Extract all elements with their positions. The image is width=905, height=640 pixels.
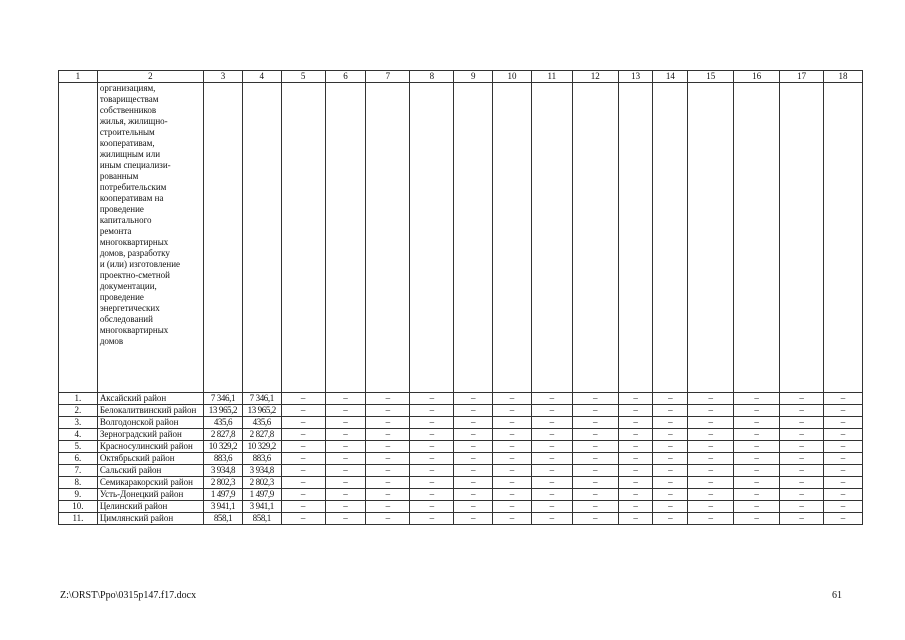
empty-cell	[688, 83, 734, 393]
dash-cell: –	[531, 513, 572, 525]
dash-cell: –	[410, 465, 454, 477]
dash-cell: –	[410, 489, 454, 501]
description-line: иным специализи-	[99, 160, 171, 170]
dash-cell: –	[410, 405, 454, 417]
column-header: 4	[242, 71, 281, 83]
dash-cell: –	[454, 405, 493, 417]
row-number: 3.	[59, 417, 98, 429]
dash-cell: –	[653, 513, 688, 525]
table-row	[59, 441, 863, 453]
empty-cell	[780, 83, 824, 393]
dash-cell: –	[572, 417, 618, 429]
dash-cell: –	[281, 429, 325, 441]
value-col4: 435,6	[242, 417, 281, 429]
dash-cell: –	[493, 489, 532, 501]
empty-cell	[242, 83, 281, 393]
dash-cell: –	[454, 453, 493, 465]
dash-cell: –	[653, 417, 688, 429]
dash-cell: –	[824, 429, 863, 441]
dash-cell: –	[366, 429, 410, 441]
value-col4: 3 941,1	[242, 501, 281, 513]
row-number: 10.	[59, 501, 98, 513]
dash-cell: –	[618, 405, 653, 417]
district-name: Зерноградский район	[97, 429, 203, 441]
value-col4: 1 497,9	[242, 489, 281, 501]
description-line: капитального	[99, 215, 152, 225]
description-line: ремонта	[99, 226, 132, 236]
row-number: 4.	[59, 429, 98, 441]
dash-cell: –	[653, 393, 688, 405]
dash-cell: –	[688, 501, 734, 513]
district-name: Октябрьский район	[97, 453, 203, 465]
value-col4: 7 346,1	[242, 393, 281, 405]
dash-cell: –	[281, 513, 325, 525]
value-col3: 2 802,3	[204, 477, 243, 489]
row-number: 5.	[59, 441, 98, 453]
value-col3: 883,6	[204, 453, 243, 465]
dash-cell: –	[410, 417, 454, 429]
dash-cell: –	[366, 513, 410, 525]
district-name: Сальский район	[97, 465, 203, 477]
dash-cell: –	[325, 489, 366, 501]
dash-cell: –	[366, 465, 410, 477]
dash-cell: –	[493, 501, 532, 513]
empty-cell	[366, 83, 410, 393]
dash-cell: –	[493, 465, 532, 477]
dash-cell: –	[653, 441, 688, 453]
description-line: многоквартирных	[99, 325, 169, 335]
dash-cell: –	[493, 477, 532, 489]
dash-cell: –	[734, 477, 780, 489]
value-col3: 435,6	[204, 417, 243, 429]
dash-cell: –	[454, 501, 493, 513]
dash-cell: –	[325, 429, 366, 441]
dash-cell: –	[572, 393, 618, 405]
dash-cell: –	[325, 441, 366, 453]
page-number: 61	[832, 590, 842, 601]
empty-cell	[824, 83, 863, 393]
dash-cell: –	[824, 477, 863, 489]
dash-cell: –	[572, 405, 618, 417]
description-cell	[97, 83, 203, 393]
dash-cell: –	[281, 453, 325, 465]
dash-cell: –	[618, 441, 653, 453]
column-header: 11	[531, 71, 572, 83]
dash-cell: –	[824, 393, 863, 405]
description-line: жилищным или	[99, 149, 161, 159]
value-col4: 13 965,2	[242, 405, 281, 417]
dash-cell: –	[688, 429, 734, 441]
dash-cell: –	[493, 405, 532, 417]
dash-cell: –	[454, 417, 493, 429]
dash-cell: –	[454, 465, 493, 477]
dash-cell: –	[780, 513, 824, 525]
dash-cell: –	[780, 465, 824, 477]
dash-cell: –	[531, 441, 572, 453]
description-line: организациям,	[99, 83, 156, 93]
dash-cell: –	[493, 513, 532, 525]
empty-cell	[204, 83, 243, 393]
row-number: 7.	[59, 465, 98, 477]
column-number-row	[59, 71, 863, 83]
dash-cell: –	[281, 405, 325, 417]
description-line: потребительским	[99, 182, 167, 192]
table-row	[59, 501, 863, 513]
dash-cell: –	[325, 465, 366, 477]
district-name: Целинский район	[97, 501, 203, 513]
column-header: 16	[734, 71, 780, 83]
row-number: 6.	[59, 453, 98, 465]
value-col4: 3 934,8	[242, 465, 281, 477]
budget-table	[58, 70, 863, 525]
empty-cell	[454, 83, 493, 393]
dash-cell: –	[531, 453, 572, 465]
dash-cell: –	[454, 393, 493, 405]
column-header: 6	[325, 71, 366, 83]
table-body	[59, 71, 863, 525]
dash-cell: –	[366, 441, 410, 453]
description-line: документации,	[99, 281, 157, 291]
dash-cell: –	[653, 465, 688, 477]
dash-cell: –	[531, 477, 572, 489]
dash-cell: –	[454, 513, 493, 525]
column-header: 7	[366, 71, 410, 83]
dash-cell: –	[653, 453, 688, 465]
empty-cell	[618, 83, 653, 393]
dash-cell: –	[618, 501, 653, 513]
dash-cell: –	[824, 465, 863, 477]
description-line: товариществам	[99, 94, 159, 104]
dash-cell: –	[493, 453, 532, 465]
row-number: 9.	[59, 489, 98, 501]
value-col4: 858,1	[242, 513, 281, 525]
description-line: проектно-сметной	[99, 270, 170, 280]
dash-cell: –	[493, 393, 532, 405]
dash-cell: –	[531, 501, 572, 513]
dash-cell: –	[734, 417, 780, 429]
dash-cell: –	[531, 393, 572, 405]
district-name: Красносулинский район	[97, 441, 203, 453]
description-line: жилья, жилищно-	[99, 116, 168, 126]
dash-cell: –	[688, 477, 734, 489]
table-row	[59, 453, 863, 465]
description-line: проведение	[99, 292, 144, 302]
dash-cell: –	[824, 501, 863, 513]
column-header: 5	[281, 71, 325, 83]
description-line: домов	[99, 336, 124, 346]
table-row	[59, 477, 863, 489]
table-row	[59, 429, 863, 441]
dash-cell: –	[734, 501, 780, 513]
dash-cell: –	[325, 417, 366, 429]
dash-cell: –	[688, 405, 734, 417]
description-line: обследований	[99, 314, 153, 324]
dash-cell: –	[824, 417, 863, 429]
dash-cell: –	[618, 489, 653, 501]
district-name: Волгодонской район	[97, 417, 203, 429]
dash-cell: –	[281, 501, 325, 513]
district-name: Усть-Донецкий район	[97, 489, 203, 501]
dash-cell: –	[734, 441, 780, 453]
table-row	[59, 465, 863, 477]
district-name: Белокалитвинский район	[97, 405, 203, 417]
value-col3: 10 329,2	[204, 441, 243, 453]
dash-cell: –	[618, 453, 653, 465]
value-col4: 10 329,2	[242, 441, 281, 453]
dash-cell: –	[780, 489, 824, 501]
value-col3: 3 934,8	[204, 465, 243, 477]
district-name: Аксайский район	[97, 393, 203, 405]
dash-cell: –	[493, 429, 532, 441]
dash-cell: –	[281, 477, 325, 489]
column-header: 14	[653, 71, 688, 83]
dash-cell: –	[780, 441, 824, 453]
dash-cell: –	[688, 417, 734, 429]
dash-cell: –	[410, 453, 454, 465]
value-col4: 883,6	[242, 453, 281, 465]
description-line: проведение	[99, 204, 144, 214]
dash-cell: –	[688, 393, 734, 405]
column-header: 10	[493, 71, 532, 83]
value-col3: 1 497,9	[204, 489, 243, 501]
dash-cell: –	[780, 501, 824, 513]
dash-cell: –	[618, 513, 653, 525]
dash-cell: –	[410, 501, 454, 513]
dash-cell: –	[325, 405, 366, 417]
column-header: 18	[824, 71, 863, 83]
dash-cell: –	[780, 393, 824, 405]
dash-cell: –	[824, 489, 863, 501]
dash-cell: –	[780, 429, 824, 441]
dash-cell: –	[824, 513, 863, 525]
description-line: многоквартирных	[99, 237, 169, 247]
dash-cell: –	[531, 429, 572, 441]
dash-cell: –	[454, 441, 493, 453]
row-number: 2.	[59, 405, 98, 417]
dash-cell: –	[688, 489, 734, 501]
district-name: Семикаракорский район	[97, 477, 203, 489]
dash-cell: –	[531, 465, 572, 477]
dash-cell: –	[325, 453, 366, 465]
dash-cell: –	[572, 513, 618, 525]
empty-cell	[653, 83, 688, 393]
row-number: 11.	[59, 513, 98, 525]
dash-cell: –	[531, 405, 572, 417]
dash-cell: –	[734, 465, 780, 477]
dash-cell: –	[572, 441, 618, 453]
dash-cell: –	[618, 417, 653, 429]
empty-cell	[281, 83, 325, 393]
dash-cell: –	[454, 489, 493, 501]
dash-cell: –	[572, 429, 618, 441]
dash-cell: –	[653, 477, 688, 489]
column-header: 17	[780, 71, 824, 83]
value-col3: 3 941,1	[204, 501, 243, 513]
dash-cell: –	[366, 477, 410, 489]
table-row	[59, 417, 863, 429]
dash-cell: –	[281, 489, 325, 501]
dash-cell: –	[572, 477, 618, 489]
dash-cell: –	[366, 417, 410, 429]
dash-cell: –	[572, 453, 618, 465]
dash-cell: –	[531, 489, 572, 501]
dash-cell: –	[325, 477, 366, 489]
dash-cell: –	[688, 453, 734, 465]
empty-cell	[325, 83, 366, 393]
dash-cell: –	[618, 477, 653, 489]
dash-cell: –	[780, 417, 824, 429]
dash-cell: –	[531, 417, 572, 429]
empty-cell	[531, 83, 572, 393]
value-col3: 13 965,2	[204, 405, 243, 417]
dash-cell: –	[410, 513, 454, 525]
column-header: 2	[97, 71, 203, 83]
dash-cell: –	[410, 441, 454, 453]
dash-cell: –	[366, 501, 410, 513]
dash-cell: –	[653, 429, 688, 441]
column-header: 12	[572, 71, 618, 83]
dash-cell: –	[572, 489, 618, 501]
dash-cell: –	[688, 513, 734, 525]
dash-cell: –	[281, 393, 325, 405]
dash-cell: –	[688, 465, 734, 477]
column-header: 1	[59, 71, 98, 83]
description-line: собственников	[99, 105, 157, 115]
dash-cell: –	[734, 513, 780, 525]
dash-cell: –	[653, 501, 688, 513]
file-path: Z:\ORST\Ppo\0315p147.f17.docx	[60, 590, 197, 601]
dash-cell: –	[366, 489, 410, 501]
table-row	[59, 405, 863, 417]
dash-cell: –	[325, 501, 366, 513]
column-header: 15	[688, 71, 734, 83]
dash-cell: –	[325, 393, 366, 405]
dash-cell: –	[281, 417, 325, 429]
dash-cell: –	[734, 405, 780, 417]
value-col3: 7 346,1	[204, 393, 243, 405]
dash-cell: –	[688, 441, 734, 453]
dash-cell: –	[572, 465, 618, 477]
empty-cell	[59, 83, 98, 393]
empty-cell	[493, 83, 532, 393]
value-col3: 2 827,8	[204, 429, 243, 441]
value-col4: 2 802,3	[242, 477, 281, 489]
empty-cell	[410, 83, 454, 393]
table-row	[59, 393, 863, 405]
dash-cell: –	[780, 453, 824, 465]
column-header: 3	[204, 71, 243, 83]
dash-cell: –	[454, 429, 493, 441]
description-line: строительным	[99, 127, 155, 137]
row-number: 8.	[59, 477, 98, 489]
dash-cell: –	[780, 405, 824, 417]
dash-cell: –	[366, 405, 410, 417]
empty-cell	[572, 83, 618, 393]
description-line: кооперативам,	[99, 138, 155, 148]
dash-cell: –	[653, 489, 688, 501]
dash-cell: –	[410, 429, 454, 441]
dash-cell: –	[618, 429, 653, 441]
value-col3: 858,1	[204, 513, 243, 525]
description-line: рованным	[99, 171, 139, 181]
dash-cell: –	[493, 441, 532, 453]
column-header: 9	[454, 71, 493, 83]
dash-cell: –	[734, 393, 780, 405]
district-name: Цимлянский район	[97, 513, 203, 525]
dash-cell: –	[281, 465, 325, 477]
dash-cell: –	[780, 477, 824, 489]
dash-cell: –	[572, 501, 618, 513]
column-header: 13	[618, 71, 653, 83]
dash-cell: –	[824, 405, 863, 417]
dash-cell: –	[824, 453, 863, 465]
dash-cell: –	[824, 441, 863, 453]
description-line: и (или) изготовление	[99, 259, 181, 269]
dash-cell: –	[281, 441, 325, 453]
description-line: домов, разработку	[99, 248, 170, 258]
dash-cell: –	[618, 465, 653, 477]
dash-cell: –	[366, 393, 410, 405]
dash-cell: –	[618, 393, 653, 405]
description-line: кооперативам на	[99, 193, 164, 203]
table-row	[59, 513, 863, 525]
dash-cell: –	[493, 417, 532, 429]
description-row	[59, 83, 863, 393]
dash-cell: –	[653, 405, 688, 417]
dash-cell: –	[734, 489, 780, 501]
column-header: 8	[410, 71, 454, 83]
empty-cell	[734, 83, 780, 393]
description-line: энергетических	[99, 303, 160, 313]
dash-cell: –	[410, 477, 454, 489]
dash-cell: –	[734, 429, 780, 441]
value-col4: 2 827,8	[242, 429, 281, 441]
row-number: 1.	[59, 393, 98, 405]
dash-cell: –	[366, 453, 410, 465]
dash-cell: –	[325, 513, 366, 525]
dash-cell: –	[734, 453, 780, 465]
dash-cell: –	[454, 477, 493, 489]
dash-cell: –	[410, 393, 454, 405]
table-row	[59, 489, 863, 501]
